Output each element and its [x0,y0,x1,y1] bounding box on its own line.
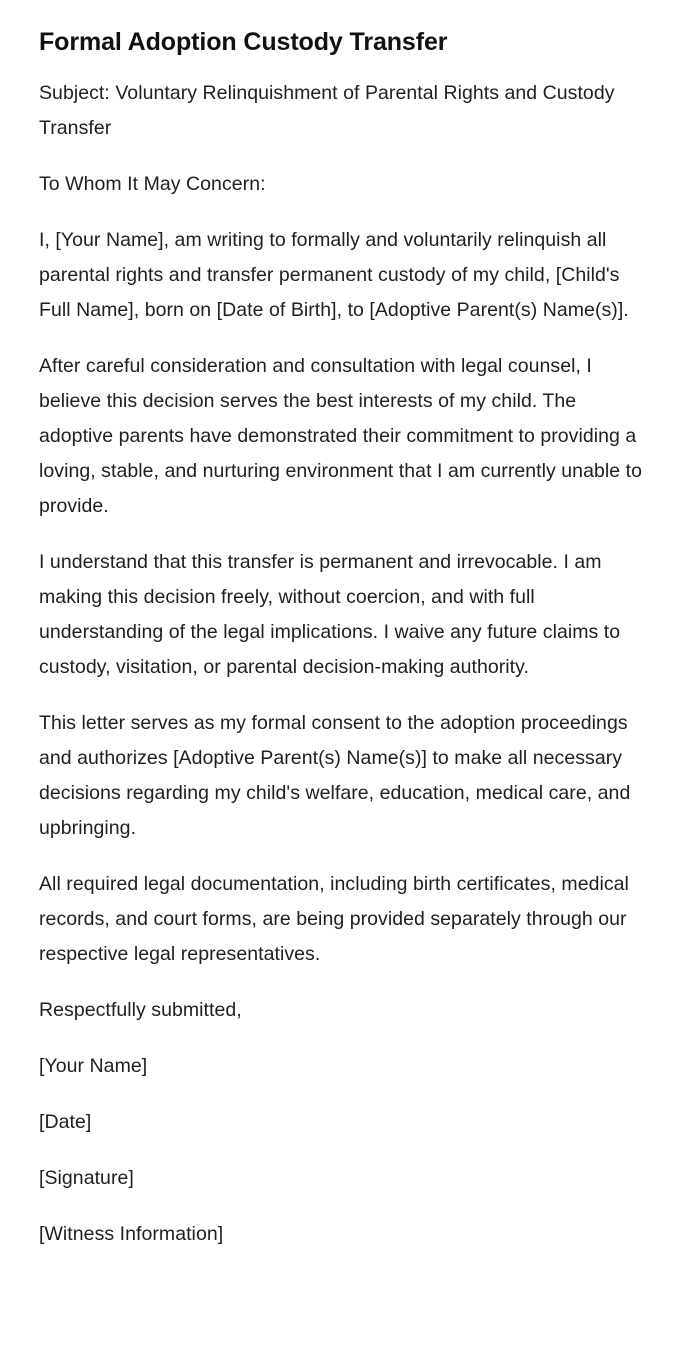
subject-line: Subject: Voluntary Relinquishment of Parental Rights and Custody Transfer [39,82,615,139]
signature-field-witness-information: [Witness Information] [39,1223,224,1245]
closing-line: Respectfully submitted, [39,999,242,1021]
signature-field-date: [Date] [39,1111,92,1133]
body-paragraph-5: All required legal documentation, including birth certificates, medical records, and court forms, are being provided separately through our respective legal representatives. [39,873,629,965]
body-paragraph-4: This letter serves as my formal consent to the adoption proceedings and authorizes [Adoptive Parent(s) Name(s)] to make all necessary decisions regarding my child's welfare, education, medical care, and upbringing. [39,712,631,839]
signature-field-signature: [Signature] [39,1167,134,1189]
signature-field-your-name: [Your Name] [39,1055,148,1077]
body-paragraph-1: I, [Your Name], am writing to formally and voluntarily relinquish all parental rights and transfer permanent custody of my child, [Child's Full Name], born on [Date of Birth], to [Adoptive Parent(s) Name(s)]. [39,229,629,321]
salutation: To Whom It May Concern: [39,173,266,195]
page-title: Formal Adoption Custody Transfer [39,28,448,56]
body-paragraph-2: After careful consideration and consultation with legal counsel, I believe this decision serves the best interests of my child. The adoptive parents have demonstrated their commitment to providing a loving, stable, and nurturing environment that I am currently unable to provide. [39,355,642,517]
body-paragraph-3: I understand that this transfer is permanent and irrevocable. I am making this decision freely, without coercion, and with full understanding of the legal implications. I waive any future claims to custody, visitation, or parental decision-making authority. [39,551,621,678]
